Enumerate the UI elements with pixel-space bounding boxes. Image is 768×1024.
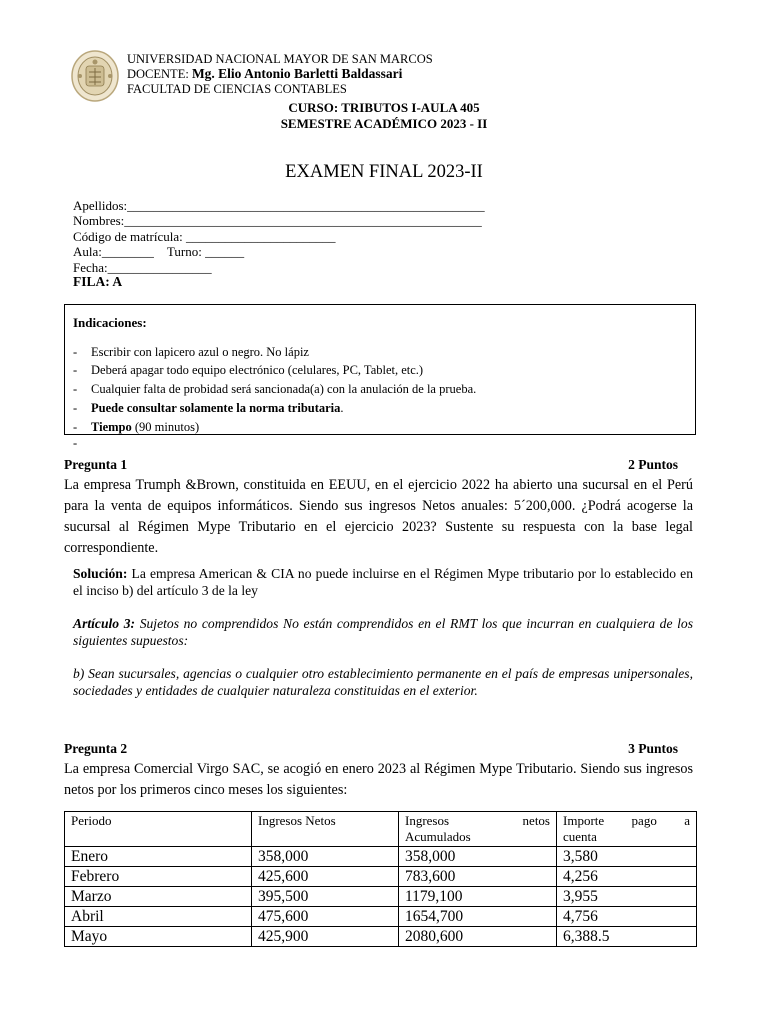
table-row <box>65 847 697 867</box>
instruction-text: Deberá apagar todo equipo electrónico (celulares, PC, Tablet, etc.) <box>91 363 424 377</box>
cell-accumulated: 1179,100 <box>399 887 557 907</box>
instructions-title: Indicaciones: <box>73 315 147 330</box>
question-2-title: Pregunta 2 <box>64 741 128 756</box>
teacher-prefix: DOCENTE: <box>127 67 192 81</box>
header-accumulated <box>399 812 557 847</box>
header-net-income: Ingresos Netos <box>252 812 399 847</box>
instruction-item <box>73 420 199 435</box>
question-2-points: 3 Puntos <box>628 741 678 756</box>
university-name: UNIVERSIDAD NACIONAL MAYOR DE SAN MARCOS <box>127 52 433 66</box>
cell-period: Abril <box>65 907 252 927</box>
cell-period: Marzo <box>65 887 252 907</box>
surname-field: Apellidos:_______________________________________________________ <box>73 198 485 213</box>
cell-period: Enero <box>65 847 252 867</box>
cell-net-income: 475,600 <box>252 907 399 927</box>
article-text: Sujetos no comprendidos No están comprendidos en el RMT los que incurran en cualquiera de los siguientes supuestos: <box>73 616 693 648</box>
header-accumulated-line2: Acumulados <box>405 829 471 844</box>
cell-payment: 3,580 <box>557 847 697 867</box>
exam-title: EXAMEN FINAL 2023-II <box>285 162 483 182</box>
cell-net-income: 425,900 <box>252 927 399 947</box>
header-payment-line2: cuenta <box>563 829 597 844</box>
question-1-title: Pregunta 1 <box>64 457 128 472</box>
question-1-header <box>64 457 678 473</box>
instruction-text: Cualquier falta de probidad será sancionada(a) con la anulación de la prueba. <box>91 382 477 396</box>
bullet-dash: - <box>73 401 78 415</box>
header-pay-word3: a <box>684 813 690 828</box>
question-2-text: La empresa Comercial Virgo SAC, se acogió en enero 2023 al Régimen Mype Tributario. Siendo sus ingresos netos por los primeros cinco meses los siguientes: <box>64 761 693 798</box>
row-label: FILA: A <box>73 274 123 289</box>
table-row <box>65 927 697 947</box>
bullet-dash: - <box>73 363 78 377</box>
header-accumulated-line1 <box>405 813 550 829</box>
table-row <box>65 867 697 887</box>
code-field: Código de matrícula: _______________________ <box>73 229 336 244</box>
header-payment <box>557 812 697 847</box>
semester-line <box>0 116 768 132</box>
instruction-item <box>73 401 344 416</box>
bullet-dash: - <box>73 420 78 434</box>
solution-paragraph <box>73 565 693 599</box>
article-paragraph <box>73 615 693 649</box>
instruction-item <box>73 363 423 378</box>
cell-payment: 3,955 <box>557 887 697 907</box>
instruction-item <box>73 345 309 360</box>
cell-period: Febrero <box>65 867 252 887</box>
table-row <box>65 907 697 927</box>
room-label: Aula:________ <box>73 244 154 259</box>
teacher-name: Mg. Elio Antonio Barletti Baldassari <box>191 66 403 81</box>
cell-payment: 4,756 <box>557 907 697 927</box>
university-seal-logo <box>70 50 120 102</box>
cell-payment: 6,388.5 <box>557 927 697 947</box>
cell-accumulated: 1654,700 <box>399 907 557 927</box>
date-field: Fecha:________________ <box>73 260 212 275</box>
trailing-dash: - <box>73 436 78 450</box>
solution-text: La empresa American & CIA no puede incluirse en el Régimen Mype tributario por lo establecido en el inciso b) del artículo 3 de la ley <box>73 566 693 598</box>
cell-accumulated: 358,000 <box>399 847 557 867</box>
header-pay-word1: Importe <box>563 813 605 828</box>
header-payment-line1 <box>563 813 690 829</box>
header-period: Periodo <box>65 812 252 847</box>
header-accum-word2: netos <box>522 813 550 828</box>
shift-label: Turno: ______ <box>166 244 245 259</box>
clause-b-paragraph: b) Sean sucursales, agencias o cualquier otro establecimiento permanente en el país de empresas unipersonales, sociedades y entidades de cualquier naturaleza constituidas en el exterior. <box>73 666 693 698</box>
cell-payment: 4,256 <box>557 867 697 887</box>
cell-period: Mayo <box>65 927 252 947</box>
header-accum-word1: Ingresos <box>405 813 450 828</box>
question-2-header <box>64 741 678 757</box>
cell-net-income: 425,600 <box>252 867 399 887</box>
instruction-item <box>73 382 476 397</box>
teacher-line <box>127 67 402 81</box>
instruction-tail: . <box>340 401 344 415</box>
question-1-points: 2 Puntos <box>628 457 678 472</box>
course-text: CURSO: TRIBUTOS I-AULA 405 <box>288 100 480 115</box>
table-row <box>65 887 697 907</box>
cell-accumulated: 2080,600 <box>399 927 557 947</box>
question-1-text: La empresa Trumph &Brown, constituida en EEUU, en el ejercicio 2022 ha abierto una sucursal en el Perú para la venta de equipos informáticos. Siendo sus ingresos Netos anuales: 5´200,000. ¿Podrá acogerse la sucursal al Régimen Mype Tributario en el ejercicio 2023? Sustente su respuesta con la base legal correspondiente. <box>64 477 693 556</box>
instruction-text-bold: Puede consultar solamente la norma tributaria <box>91 401 341 415</box>
income-table <box>64 811 697 947</box>
cell-net-income: 395,500 <box>252 887 399 907</box>
faculty-name: FACULTAD DE CIENCIAS CONTABLES <box>127 82 347 96</box>
bullet-dash: - <box>73 382 78 396</box>
table-header-row <box>65 812 697 847</box>
time-label: Tiempo <box>91 420 132 434</box>
course-line <box>0 100 768 116</box>
cell-accumulated: 783,600 <box>399 867 557 887</box>
room-shift-field <box>73 244 244 260</box>
cell-net-income: 358,000 <box>252 847 399 867</box>
semester-text: SEMESTRE ACADÉMICO 2023 - II <box>280 116 488 131</box>
solution-label: Solución: <box>73 566 128 581</box>
instruction-text: Escribir con lapicero azul o negro. No lápiz <box>91 345 309 359</box>
article-label: Artículo 3: <box>73 616 136 631</box>
time-value: (90 minutos) <box>134 420 200 434</box>
bullet-dash: - <box>73 345 78 359</box>
header-pay-word2: pago <box>631 813 657 828</box>
names-field: Nombres:_______________________________________________________ <box>73 213 482 228</box>
